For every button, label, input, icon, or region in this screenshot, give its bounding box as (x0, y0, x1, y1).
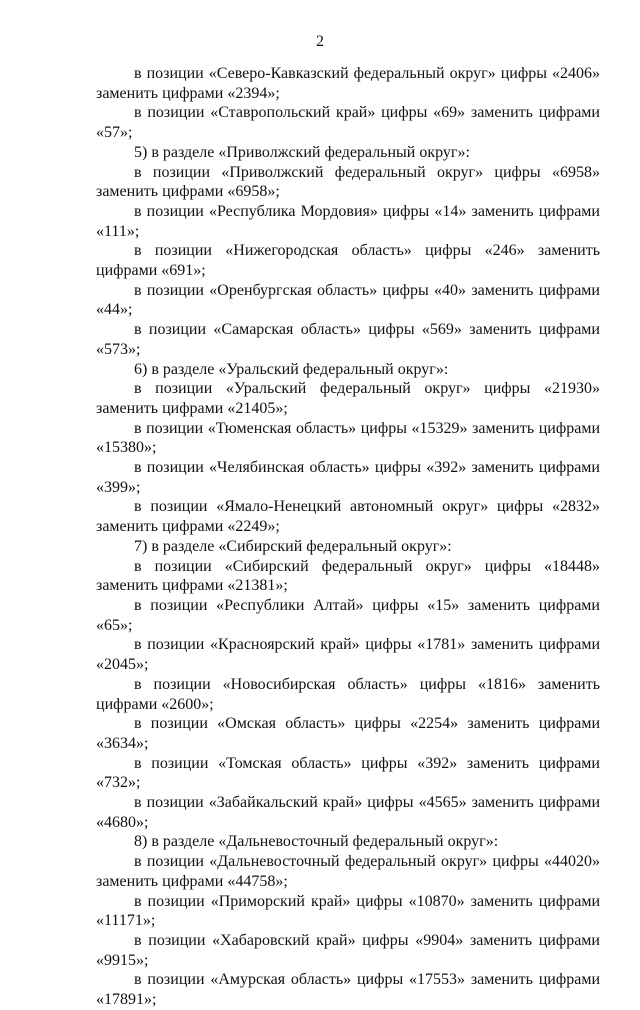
paragraph: в позиции «Оренбургская область» цифры «40» заменить цифрами «44»; (96, 281, 600, 319)
paragraph: в позиции «Приморский край» цифры «10870» заменить цифрами «11171»; (96, 892, 600, 930)
paragraph: в позиции «Дальневосточный федеральный округ» цифры «44020» заменить цифрами «44758»; (96, 853, 600, 890)
paragraph: в позиции «Северо-Кавказский федеральный округ» цифры «2406» заменить цифрами «2394»; (96, 65, 600, 102)
paragraph: в позиции «Забайкальский край» цифры «4565» заменить цифрами «4680»; (96, 794, 600, 831)
section-heading: 7) в разделе «Сибирский федеральный округ»: (134, 537, 452, 555)
paragraph: в позиции «Сибирский федеральный округ» цифры «18448» заменить цифрами «21381»; (96, 557, 600, 595)
paragraph: в позиции «Нижегородская область» цифры «246» заменить цифрами «691»; (96, 242, 600, 280)
paragraph: в позиции «Омская область» цифры «2254» заменить цифрами «3634»; (96, 715, 600, 752)
paragraph: в позиции «Республика Мордовия» цифры «14» заменить цифрами «111»; (96, 202, 600, 240)
paragraph: в позиции «Амурская область» цифры «17553» заменить цифрами «17891»; (96, 971, 600, 1009)
paragraph: в позиции «Томская область» цифры «392» заменить цифрами «732»; (96, 754, 600, 792)
paragraph: в позиции «Красноярский край» цифры «1781» заменить цифрами «2045»; (96, 636, 600, 674)
paragraph: в позиции «Приволжский федеральный округ» цифры «6958» заменить цифрами «6958»; (96, 163, 600, 201)
paragraph: в позиции «Самарская область» цифры «569» заменить цифрами «573»; (96, 321, 600, 358)
section-heading: 5) в разделе «Приволжский федеральный округ»: (134, 143, 470, 161)
paragraph: в позиции «Тюменская область» цифры «15329» заменить цифрами «15380»; (96, 419, 600, 457)
paragraph: в позиции «Ставропольский край» цифры «69» заменить цифрами «57»; (96, 104, 600, 142)
paragraph: в позиции «Челябинская область» цифры «392» заменить цифрами «399»; (96, 459, 600, 496)
page-number: 2 (316, 33, 324, 50)
paragraph: в позиции «Уральский федеральный округ» цифры «21930» заменить цифрами «21405»; (96, 380, 600, 417)
document-body (96, 64, 600, 1010)
paragraph: в позиции «Хабаровский край» цифры «9904» заменить цифрами «9915»; (96, 931, 600, 969)
paragraph: в позиции «Республики Алтай» цифры «15» заменить цифрами «65»; (96, 596, 600, 634)
paragraph: в позиции «Ямало-Ненецкий автономный округ» цифры «2832» заменить цифрами «2249»; (96, 498, 600, 536)
paragraph: в позиции «Новосибирская область» цифры «1816» заменить цифрами «2600»; (96, 675, 600, 713)
section-heading: 8) в разделе «Дальневосточный федеральный округ»: (134, 833, 499, 851)
section-heading: 6) в разделе «Уральский федеральный округ»: (134, 360, 449, 378)
